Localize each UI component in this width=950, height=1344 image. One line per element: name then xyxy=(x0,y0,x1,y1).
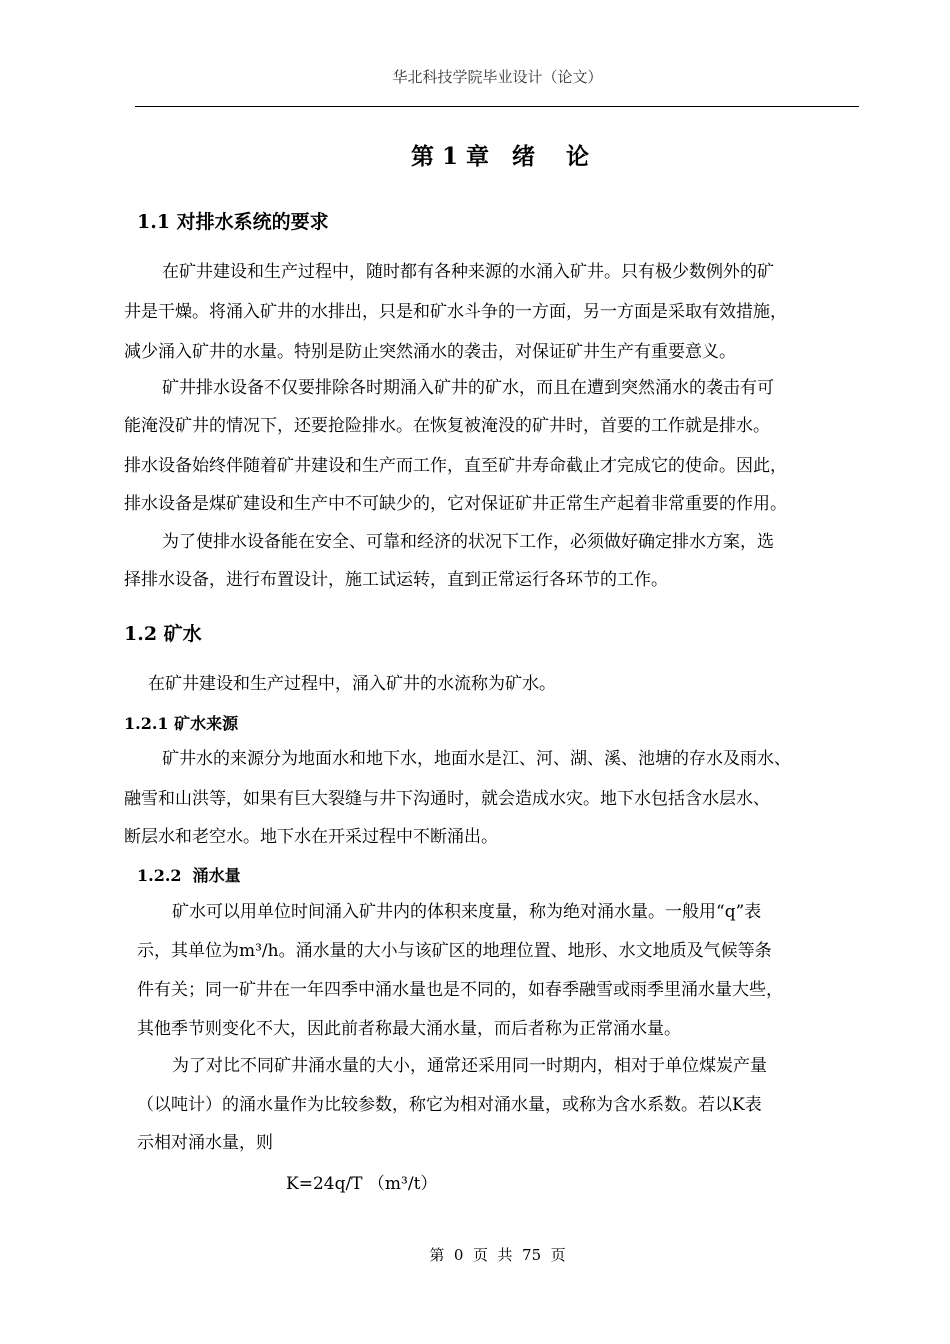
paragraph-line: 示相对涌水量，则 xyxy=(137,1133,273,1153)
formula: K=24q/T （m³/t） xyxy=(286,1174,438,1194)
paragraph-line: （以吨计）的涌水量作为比较参数，称它为相对涌水量，或称为含水系数。若以K表 xyxy=(137,1095,762,1115)
page-header: 华北科技学院毕业设计（论文） xyxy=(392,68,603,86)
paragraph-line: 矿水可以用单位时间涌入矿井内的体积来度量，称为绝对涌水量。一般用“q”表 xyxy=(172,902,762,922)
paragraph-line: 排水设备是煤矿建设和生产中不可缺少的，它对保证矿井正常生产起着非常重要的作用。 xyxy=(124,494,787,514)
section-heading-1-2-1: 1.2.1 矿水来源 xyxy=(124,714,239,733)
page-footer: 第 0 页 共 75 页 xyxy=(429,1246,566,1264)
paragraph-line: 其他季节则变化不大，因此前者称最大涌水量，而后者称为正常涌水量。 xyxy=(137,1019,681,1039)
paragraph-line: 为了使排水设备能在安全、可靠和经济的状况下工作，必须做好确定排水方案，选 xyxy=(162,532,774,552)
paragraph-line: 融雪和山洪等，如果有巨大裂缝与井下沟通时，就会造成水灾。地下水包括含水层水、 xyxy=(124,789,770,809)
paragraph-line: 矿井水的来源分为地面水和地下水，地面水是江、河、湖、溪、池塘的存水及雨水、 xyxy=(162,749,791,769)
paragraph-line: 排水设备始终伴随着矿井建设和生产而工作，直至矿井寿命截止才完成它的使命。因此， xyxy=(124,456,787,476)
paragraph-line: 择排水设备，进行布置设计，施工试运转，直到正常运行各环节的工作。 xyxy=(124,570,668,590)
paragraph-line: 示，其单位为m³/h。涌水量的大小与该矿区的地理位置、地形、水文地质及气候等条 xyxy=(137,941,772,961)
chapter-title: 第 1 章 绪 论 xyxy=(410,143,590,170)
section-heading-1-1: 1.1 对排水系统的要求 xyxy=(137,211,329,233)
paragraph-line: 断层水和老空水。地下水在开采过程中不断涌出。 xyxy=(124,827,498,847)
section-heading-1-2-2: 1.2.2 涌水量 xyxy=(137,866,241,885)
paragraph-line: 在矿井建设和生产过程中，随时都有各种来源的水涌入矿井。只有极少数例外的矿 xyxy=(162,262,774,282)
section-heading-1-2: 1.2 矿水 xyxy=(124,623,202,645)
header-rule xyxy=(135,106,859,107)
paragraph-line: 井是干燥。将涌入矿井的水排出，只是和矿水斗争的一方面，另一方面是采取有效措施， xyxy=(124,302,787,322)
paragraph-line: 为了对比不同矿井涌水量的大小，通常还采用同一时期内，相对于单位煤炭产量 xyxy=(172,1056,767,1076)
paragraph-line: 在矿井建设和生产过程中，涌入矿井的水流称为矿水。 xyxy=(148,674,556,694)
paragraph-line: 矿井排水设备不仅要排除各时期涌入矿井的矿水，而且在遭到突然涌水的袭击有可 xyxy=(162,378,774,398)
paragraph-line: 减少涌入矿井的水量。特别是防止突然涌水的袭击，对保证矿井生产有重要意义。 xyxy=(124,342,736,362)
paragraph-line: 件有关；同一矿井在一年四季中涌水量也是不同的，如春季融雪或雨季里涌水量大些， xyxy=(137,980,783,1000)
paragraph-line: 能淹没矿井的情况下，还要抢险排水。在恢复被淹没的矿井时，首要的工作就是排水。 xyxy=(124,416,770,436)
